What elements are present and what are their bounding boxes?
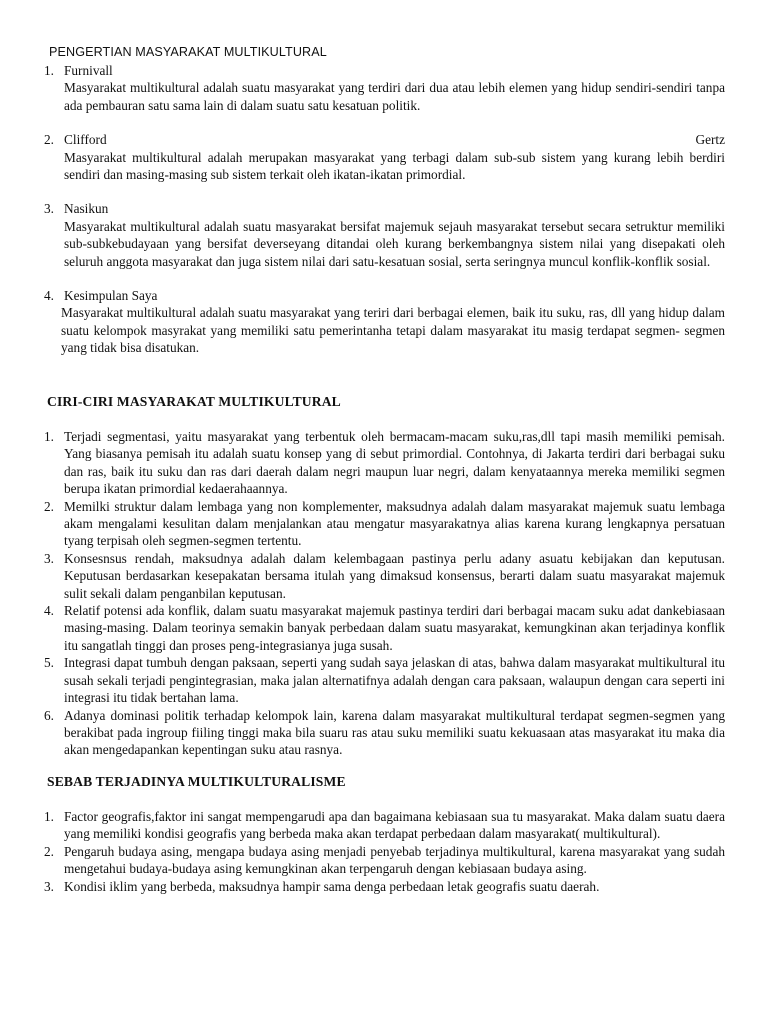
definition-list <box>38 62 725 357</box>
list-item <box>38 602 725 654</box>
definition-text: Masyarakat multikultural adalah suatu masyarakat yang terdiri dari dua atau lebih elemen yang hidup sendiri-sendiri tanpa ada pembauran satu sama lain di dalam suatu satu kesatuan politik. <box>64 80 725 113</box>
item-number: 4. <box>44 288 54 304</box>
item-text: Pengaruh budaya asing, mengapa budaya asing menjadi penyebab terjadinya multikultural, karena masyarakat yang sudah mengetahui budaya-budaya asing kemungkinan akan terpengaruh dengan kebiasaan budaya asing. <box>64 843 725 877</box>
causes-list <box>38 808 725 895</box>
item-number: 3. <box>44 201 54 217</box>
list-item <box>38 707 725 759</box>
item-text: Memilki struktur dalam lembaga yang non komplementer, maksudnya adalah dalam masyarakat majemuk suatu lembaga akam mengalami kesulitan dalam menjalankan atau mengatur masyarakatnya alias karena kurang lengkapnya persatuan tyang terpisah oleh segmen-segmen tertentu. <box>64 498 725 549</box>
item-text: Adanya dominasi politik terhadap kelompok lain, karena dalam masyarakat multikultural terdapat segmen-segmen yang berakibat pada ingroup fiiling tinggi maka bila suaru ras atau suku memiliki suatu kekuasaan atas masyarakat itu maka dia akan mengedapankan kepentingan suku atau rasnya. <box>64 707 725 758</box>
list-item <box>38 131 725 183</box>
item-text: Kondisi iklim yang berbeda, maksudnya hampir sama denga perbedaan letak geografis suatu daerah. <box>64 878 600 894</box>
item-number: 2. <box>44 132 54 148</box>
item-number: 6. <box>44 707 54 723</box>
list-item <box>38 843 725 878</box>
definition-source: Nasikun <box>64 201 109 217</box>
item-number: 4. <box>44 603 54 619</box>
spacer <box>38 270 725 287</box>
definition-text: Masyarakat multikultural adalah merupakan masyarakat yang terbagi dalam sub-sub sistem yang kurang lebih berdiri sendiri dan masing-masing sub sistem terkait oleh ikatan-ikatan primordial. <box>64 149 725 183</box>
definition-text: Masyarakat multikultural adalah suatu masyarakat bersifat majemuk sejauh masyarakat tersebut secara setruktur memiliki sub-subkebudayaan yang bersifat deverseyang ditandai oleh kurang berkembangnya sistem nilai yang disepakati oleh seluruh anggota masyarakat dan juga sistem nilai dari satu-kesatuan sosial, serta seringnya muncul konflik-konflik sosial. <box>64 218 725 269</box>
item-number: 1. <box>44 809 54 824</box>
item-number: 5. <box>44 655 54 671</box>
definition-text: Masyarakat multikultural adalah suatu masyarakat yang teriri dari berbagai elemen, baik itu suku, ras, dll yang hidup dalam suatu kelompok masyrakat yang memiliki satu pemerintanha tetapi dalam masyarakat itu masig terdapat segmen- segmen yang tidak bisa disatukan. <box>61 305 725 356</box>
list-item <box>38 428 725 498</box>
section-title-ciri-ciri: CIRI-CIRI MASYARAKAT MULTIKULTURAL <box>47 394 341 409</box>
list-item <box>38 498 725 550</box>
item-number: 1. <box>44 429 54 444</box>
list-item <box>38 550 725 602</box>
item-number: 2. <box>44 843 54 859</box>
section-title-sebab: SEBAB TERJADINYA MULTIKULTURALISME <box>47 774 346 789</box>
definition-source-first: Clifford <box>64 132 107 148</box>
list-item <box>38 654 725 706</box>
spacer <box>38 183 725 200</box>
spacer <box>38 114 725 131</box>
characteristics-list <box>38 428 725 759</box>
item-number: 2. <box>44 498 54 514</box>
item-number: 3. <box>44 550 54 566</box>
section-title-pengertian: PENGERTIAN MASYARAKAT MULTIKULTURAL <box>49 45 327 59</box>
item-number: 3. <box>44 878 54 894</box>
item-text: Konsesnsus rendah, maksudnya adalah dalam kelembagaan pastinya perlu adany asuatu kebijakan dan keputusan. Keputusan berdasarkan kesepakatan bersama itulah yang dimaksud konsensus, berarti dalam suatu masyarakat majemuk sulit sekali dalam penganbilan keputusan. <box>64 550 725 601</box>
definition-source: Furnivall <box>64 63 113 78</box>
item-number: 1. <box>44 63 54 78</box>
definition-source <box>64 131 725 148</box>
list-item <box>38 287 725 357</box>
item-text: Factor geografis,faktor ini sangat mempengarudi apa dan bagaimana kebiasaan sua tu masyarakat. Maka dalam suatu daera yang memiliki kondisi geografis yang berbeda maka akan terdapat perbedaan dalam masyarakat( multikultural). <box>64 809 725 842</box>
list-item <box>38 200 725 270</box>
list-item <box>38 62 725 114</box>
item-text: Relatif potensi ada konflik, dalam suatu masyarakat majemuk pastinya terdiri dari berbagai macam suku adat dankebiasaan masing-masing. Dalam teorinya semakin banyak perbedaan dalam suatu masyarakat, kemungkinan akan terjadinya konflik itu sangatlah tinggi dan proses peng-integrasianya juga susah. <box>64 603 725 653</box>
item-text: Integrasi dapat tumbuh dengan paksaan, seperti yang sudah saya jelaskan di atas, bahwa dalam masyarakat multikultural itu susah sekali terjadi pengintegrasian, maka jalan alternatifnya adalah dengan cara paksaan, walaupun dengan cara seperti ini integrasi itu tidak bertahan lama. <box>64 655 725 706</box>
definition-source: Kesimpulan Saya <box>64 288 158 304</box>
list-item <box>38 878 725 895</box>
item-text: Terjadi segmentasi, yaitu masyarakat yang terbentuk oleh bermacam-macam suku,ras,dll tapi masih memiliki pemisah. Yang biasanya pemisah itu adalah suatu konsep yang di sebut primordial. Contohnya, di Jakarta terdiri dari berbagai suku dan ras, baik itu suku dan ras dari daerah dalam negri maupun luar negri, dalam kenyataannya mereka memiliki segmen berupa ikatan primordial kedaerahaannya. <box>64 429 725 497</box>
definition-source-last: Gertz <box>695 132 725 148</box>
list-item <box>38 808 725 843</box>
